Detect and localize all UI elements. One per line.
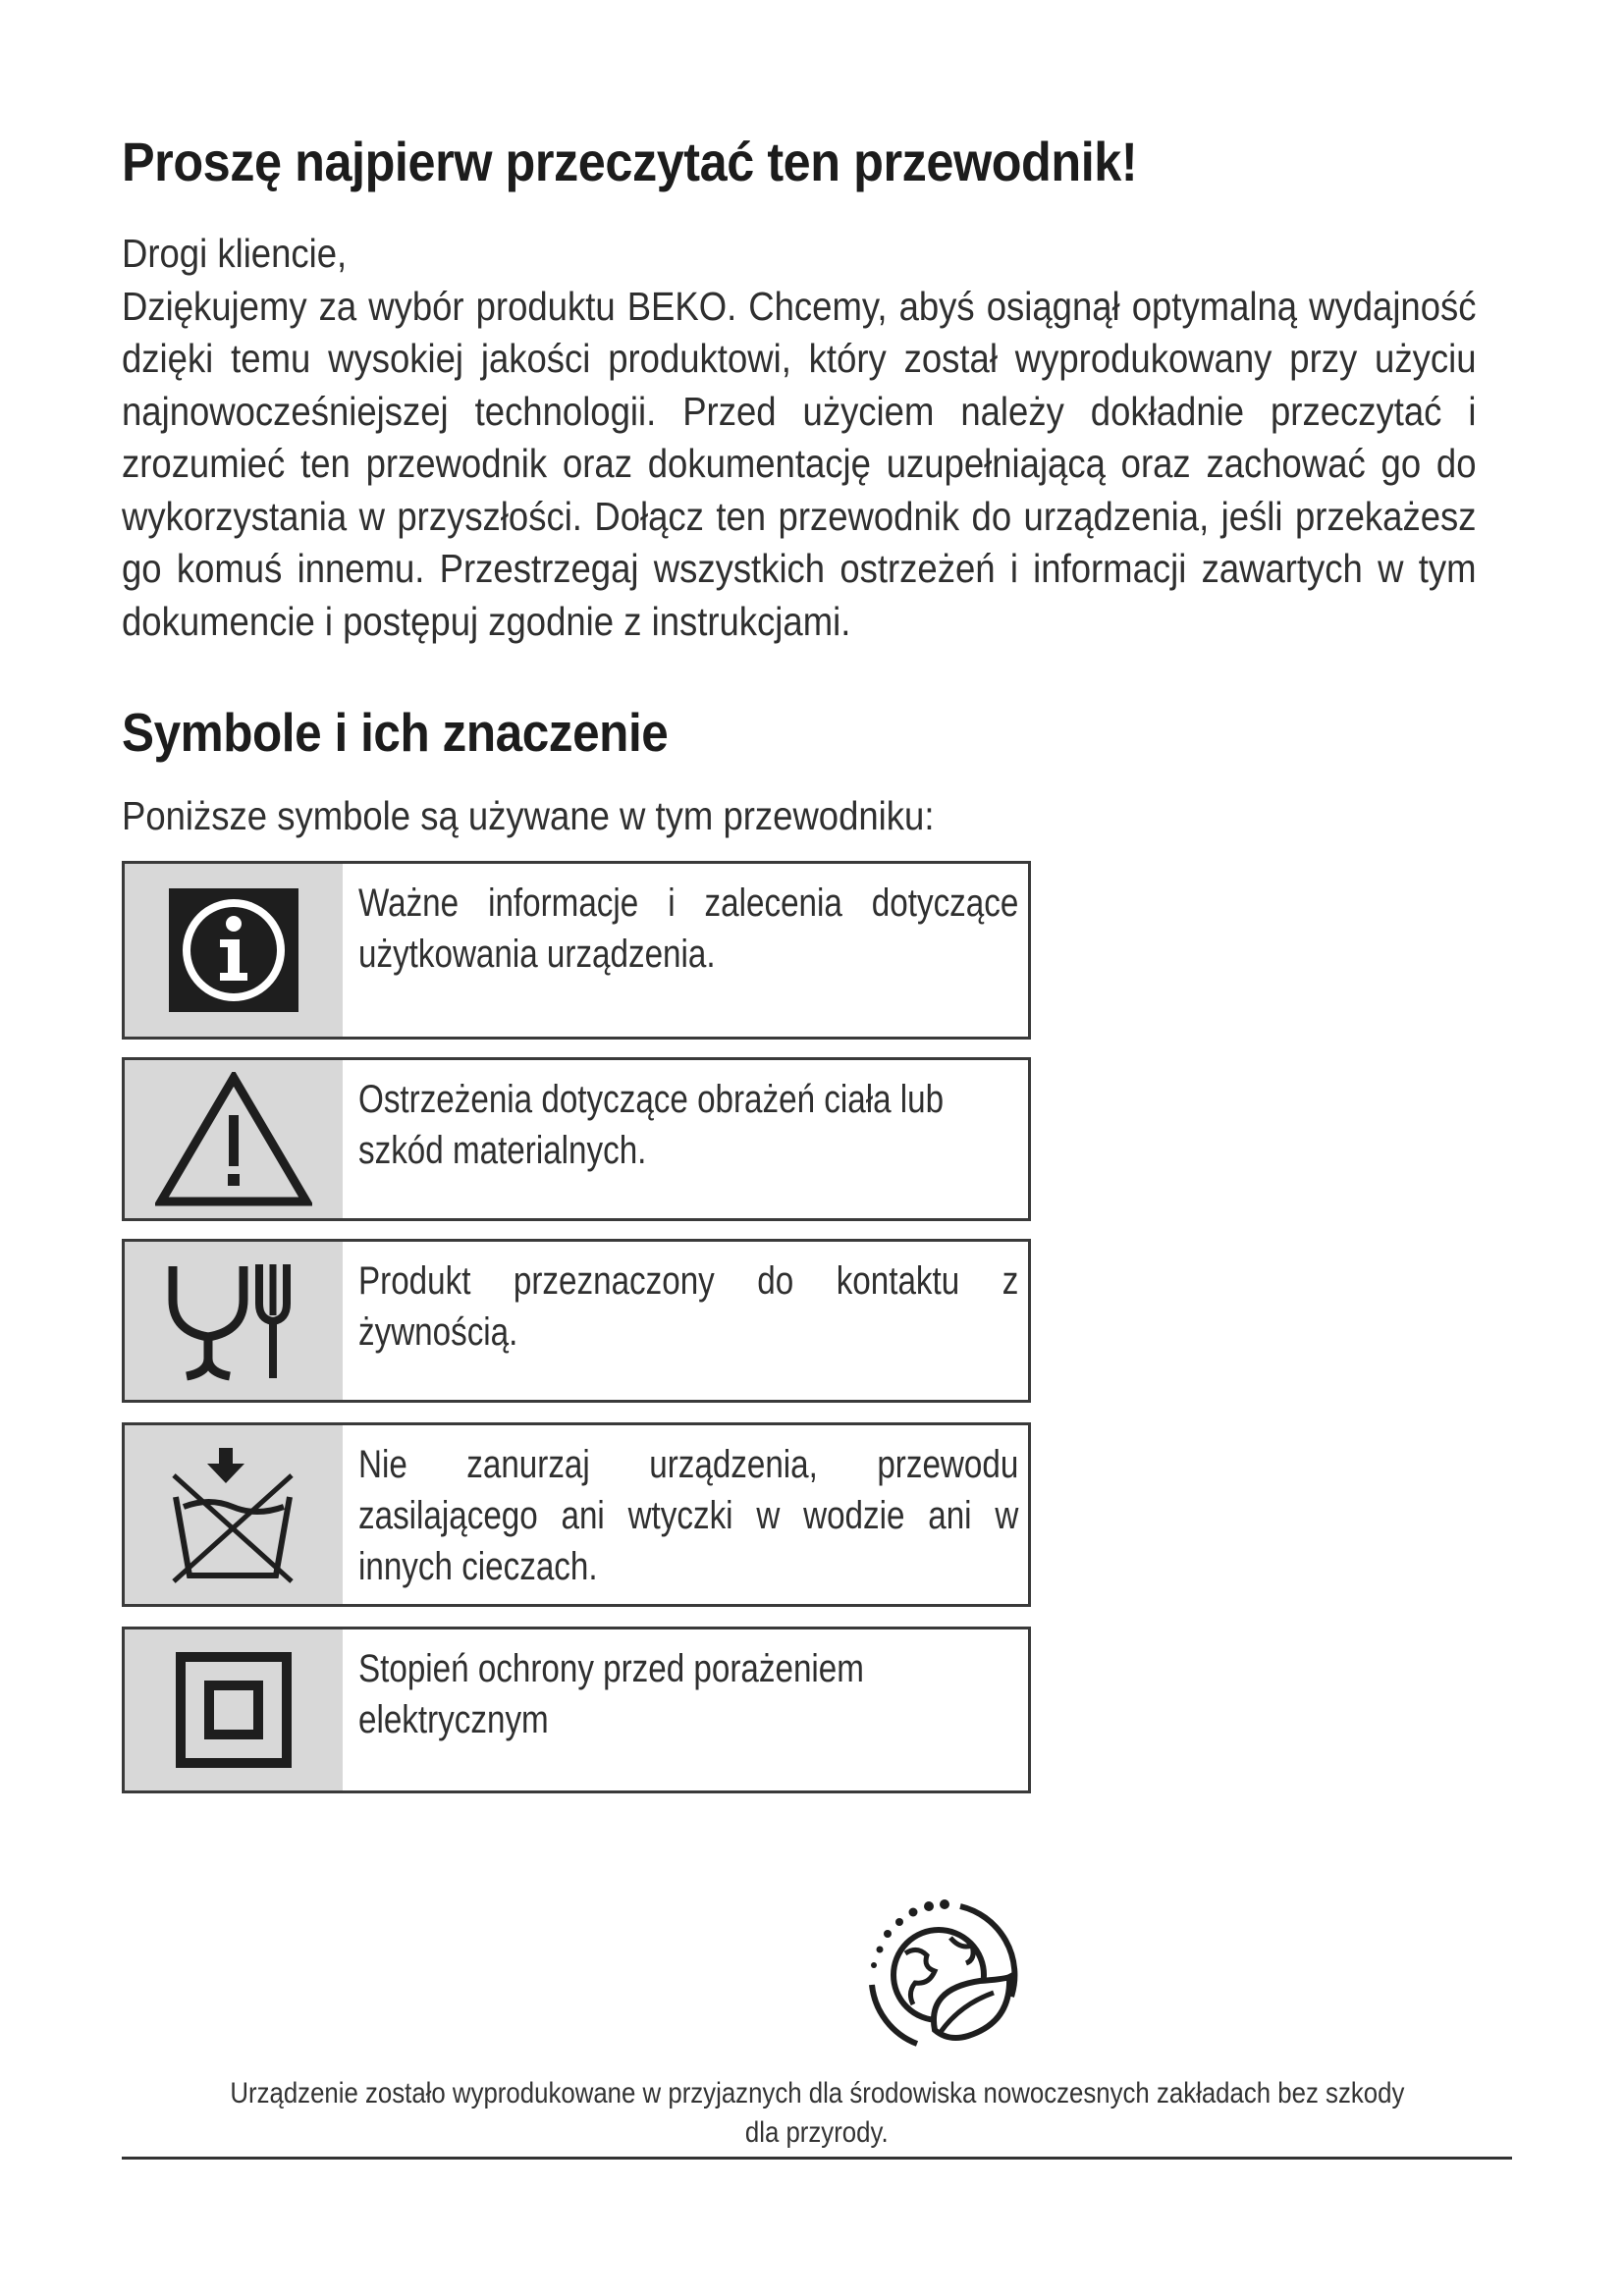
symbol-text-warning: Ostrzeżenia dotyczące obrażeń ciała lub szkód materialnych. [358, 1078, 945, 1172]
footer-text [122, 2074, 1512, 2153]
intro-section [122, 228, 1477, 648]
symbol-text-do-not-immerse: Nie zanurzaj urządzenia, przewodu zasilającego ani wtyczki w wodzie ani w innych cieczach. [358, 1443, 1019, 1588]
info-icon [125, 864, 343, 1037]
warning-triangle-icon [125, 1060, 343, 1218]
eco-globe-leaf-icon [858, 1895, 1025, 2061]
symbol-row-warning [122, 1057, 1031, 1221]
symbol-row-food-contact [122, 1239, 1031, 1403]
symbol-text-info: Ważne informacje i zalecenia dotyczące użytkowania urządzenia. [358, 881, 1019, 976]
footer-text-line1: Urządzenie zostało wyprodukowane w przyjaznych dla środowiska nowoczesnych zakładach bez szkody [229, 2077, 1404, 2109]
page-title: Proszę najpierw przeczytać ten przewodnik! [122, 131, 1138, 192]
intro-body: Dziękujemy za wybór produktu BEKO. Chcemy, abyś osiągnął optymalną wydajność dzięki temu wysokiej jakości produktowi, który został wyprodukowany przy użyciu najnowocześniejszej technologii. Przed użyciem należy dokładnie przeczytać i zrozumieć ten przewodnik oraz dokumentację uzupełniającą oraz zachować go do wykorzystania w przyszłości. Dołącz ten przewodnik do urządzenia, jeśli przekażesz go komuś innemu. Przestrzegaj wszystkich ostrzeżeń i informacji zawartych w tym dokumencie i postępuj zgodnie z instrukcjami. [122, 283, 1477, 644]
symbols-intro: Poniższe symbole są używane w tym przewodniku: [122, 793, 935, 838]
symbol-text-food-contact: Produkt przeznaczony do kontaktu z żywnością. [358, 1259, 1019, 1354]
symbol-text-double-insulation: Stopień ochrony przed porażeniem elektrycznym [358, 1647, 864, 1741]
symbol-row-do-not-immerse [122, 1422, 1031, 1607]
symbols-heading: Symbole i ich znaczenie [122, 702, 669, 763]
do-not-immerse-icon [125, 1425, 343, 1604]
footer-text-line2: dla przyrody. [745, 2116, 889, 2149]
food-contact-glass-fork-icon [125, 1242, 343, 1400]
footer-divider [122, 2157, 1512, 2160]
intro-greeting: Drogi kliencie, [122, 231, 348, 276]
symbol-row-double-insulation [122, 1627, 1031, 1793]
double-insulation-icon [125, 1629, 343, 1790]
symbol-row-info [122, 861, 1031, 1040]
